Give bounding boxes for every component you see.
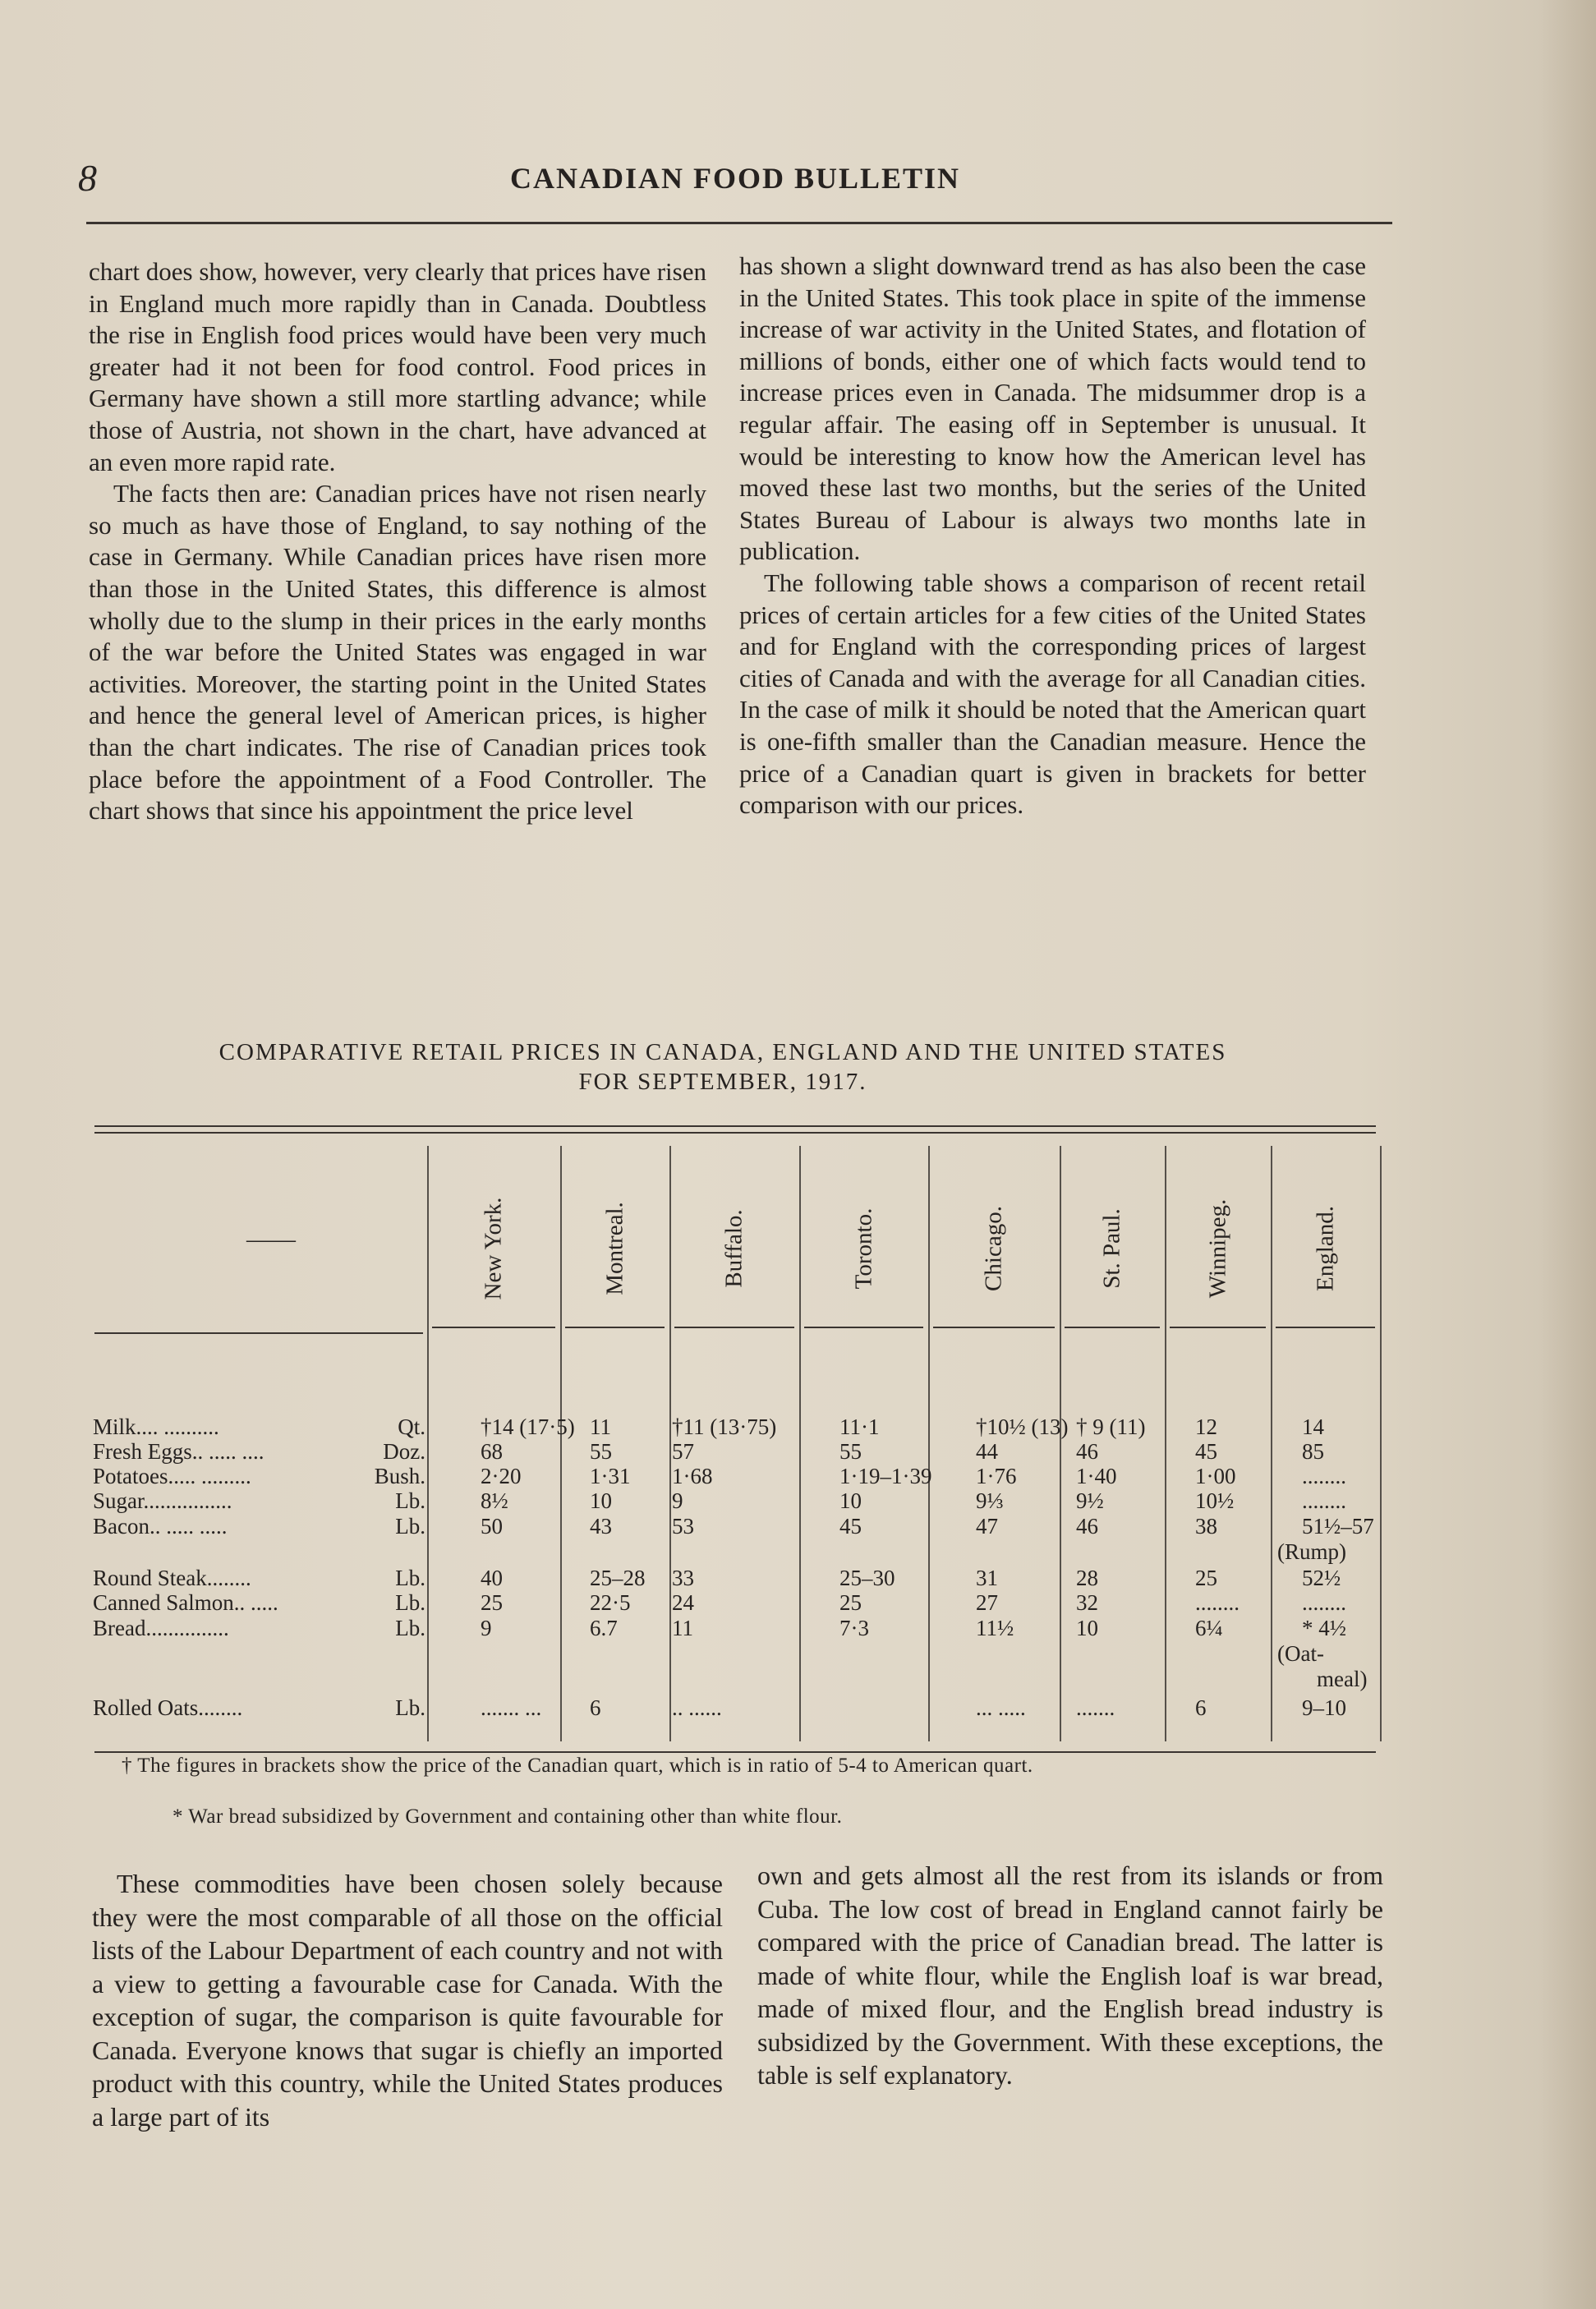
column-header-st-paul	[1096, 1208, 1129, 1289]
row-item-name	[93, 1464, 251, 1488]
table-cell: 55	[590, 1439, 612, 1464]
header-underline	[804, 1327, 923, 1328]
column-header-label: St. Paul.	[1098, 1208, 1125, 1289]
column-header-label: Chicago.	[980, 1206, 1007, 1291]
row-item: Potatoes	[93, 1464, 168, 1488]
table-cell: 52½	[1302, 1566, 1341, 1590]
table-cell: .. ......	[672, 1695, 722, 1720]
row-unit: Bush.	[374, 1464, 425, 1488]
table-cell: 9	[481, 1616, 492, 1640]
paragraph: chart does show, however, very clearly that prices have risen in England much more rapidly than in Canada. Doubtless the rise in English food prices would have been very much greater had it not been for food control. Food prices in Germany have shown a still more startling advance; while those of Austria, not shown in the chart, have advanced at an even more rapid rate.	[89, 257, 706, 476]
paragraph: The facts then are: Canadian prices have not risen nearly so much as have those of England, to say nothing of the case in Germany. While Canadian prices have risen more than those in the United States, this difference is almost wholly due to the slump in their prices in the early months of the war before the United States was engaged in war activities. Moreover, the starting point in the United States and hence the general level of American prices, is higher than the chart indicates. The rise of Canadian prices took place before the appointment of a Food Controller. The chart shows that since his appointment the price level	[89, 479, 706, 826]
table-cell: ....... ...	[481, 1695, 542, 1720]
column-bottom-right	[757, 1859, 1383, 2092]
row-unit: Lb.	[395, 1488, 425, 1513]
table-cell: 33	[672, 1566, 694, 1590]
column-header-chicago	[977, 1206, 1010, 1291]
header-underline	[1170, 1327, 1266, 1328]
table-cell: 47	[976, 1514, 998, 1539]
table-column-divider	[427, 1146, 429, 1741]
row-leader-dots: .... ..........	[136, 1414, 219, 1439]
table-cell: 31	[976, 1566, 998, 1590]
table-cell: 2·20	[481, 1464, 522, 1488]
column-header-label: Montreal.	[601, 1202, 628, 1295]
table-cell: 9	[672, 1488, 683, 1513]
table-cell: †14 (17·5)	[481, 1414, 575, 1439]
row-item-name	[93, 1566, 251, 1590]
paragraph: These commodities have been chosen solely because they were the most comparable of all those on the official lists of the Labour Department of each country and not with a view to getting a favourable case for Canada. With the exception of sugar, the comparison is quite favourable for Canada. Everyone knows that sugar is chiefly an imported product with this country, while the United States produces a large part of its	[92, 1869, 723, 2132]
row-leader-dots: .. ..... .....	[149, 1514, 228, 1539]
table-cell: 25	[839, 1590, 862, 1615]
running-title: CANADIAN FOOD BULLETIN	[509, 162, 961, 195]
column-header-montreal	[599, 1202, 632, 1295]
table-cell: ... .....	[976, 1695, 1026, 1720]
row-item: Milk	[93, 1414, 136, 1439]
column-header-toronto	[848, 1207, 881, 1290]
paragraph: The following table shows a comparison of recent retail prices of certain articles for a few cities of the United States and for England with the corresponding prices of largest cities of Canada and with the average for all Canadian cities. In the case of milk it should be noted that the American quart is one-fifth smaller than the Canadian measure. Hence the price of a Canadian quart is given in brackets for better comparison with our prices.	[739, 568, 1366, 820]
table-cell: 9⅓	[976, 1488, 1004, 1513]
table-cell: 6	[1195, 1695, 1207, 1720]
column-top-left	[89, 256, 706, 827]
table-column-divider	[1060, 1146, 1061, 1741]
table-cell-note: meal)	[1317, 1667, 1368, 1691]
header-underline	[94, 1332, 423, 1334]
row-item: Round Steak	[93, 1566, 207, 1590]
row-leader-dots: ................	[143, 1488, 232, 1513]
table-cell-note: (Rump)	[1277, 1539, 1346, 1564]
row-item: Sugar	[93, 1488, 144, 1513]
header-underline	[565, 1327, 665, 1328]
table-column-divider	[799, 1146, 801, 1741]
row-unit: Lb.	[395, 1616, 425, 1640]
header-underline	[432, 1327, 555, 1328]
table-cell: 11	[672, 1616, 693, 1640]
header-underline	[933, 1327, 1055, 1328]
table-cell: * 4½	[1302, 1616, 1346, 1640]
table-cell: 12	[1195, 1414, 1217, 1439]
table-cell: 25–28	[590, 1566, 646, 1590]
row-leader-dots: .. ..... ....	[191, 1439, 264, 1464]
table-cell: ........	[1195, 1590, 1240, 1615]
table-corner-label: ——	[246, 1226, 296, 1253]
row-leader-dots: ........	[206, 1566, 251, 1590]
table-cell: 46	[1076, 1439, 1098, 1464]
table-cell: ........	[1302, 1488, 1346, 1513]
row-item-name	[93, 1695, 242, 1720]
table-cell-note: (Oat-	[1277, 1641, 1324, 1666]
column-header-label: Toronto.	[850, 1207, 876, 1290]
row-item-name	[93, 1514, 227, 1539]
table-cell: 11·1	[839, 1414, 880, 1439]
column-header-label: New York.	[480, 1197, 507, 1300]
table-column-divider	[1165, 1146, 1166, 1741]
table-cell: †10½ (13)	[976, 1414, 1069, 1439]
row-leader-dots: ...............	[145, 1616, 229, 1640]
column-header-label: Buffalo.	[720, 1209, 747, 1288]
table-cell: 40	[481, 1566, 503, 1590]
table-cell: 32	[1076, 1590, 1098, 1615]
row-item-name	[93, 1414, 219, 1439]
table-cell: 8½	[481, 1488, 508, 1513]
column-header-england	[1309, 1206, 1342, 1291]
header-underline	[1276, 1327, 1375, 1328]
table-column-divider	[1271, 1146, 1272, 1741]
table-column-divider	[1380, 1146, 1382, 1741]
table-cell: 1·76	[976, 1464, 1017, 1488]
row-item: Bacon	[93, 1514, 149, 1539]
table-cell: 22·5	[590, 1590, 631, 1615]
row-item: Bread	[93, 1616, 146, 1640]
table-cell: 9–10	[1302, 1695, 1346, 1720]
table-cell: 25–30	[839, 1566, 895, 1590]
table-cell: 85	[1302, 1439, 1324, 1464]
table-cell: 38	[1195, 1514, 1217, 1539]
table-cell: 14	[1302, 1414, 1324, 1439]
table-cell: 1·68	[672, 1464, 713, 1488]
row-unit: Qt.	[398, 1414, 425, 1439]
row-leader-dots: ........	[198, 1695, 243, 1720]
table-cell: 6¼	[1195, 1616, 1223, 1640]
table-cell: † 9 (11)	[1076, 1414, 1146, 1439]
column-top-right	[739, 251, 1366, 821]
column-header-label: England.	[1312, 1206, 1338, 1291]
row-item-name	[93, 1488, 232, 1513]
table-cell: 68	[481, 1439, 503, 1464]
row-unit: Lb.	[395, 1590, 425, 1615]
row-leader-dots: ..... .........	[168, 1464, 251, 1488]
row-item-name	[93, 1590, 278, 1615]
table-cell: 1·40	[1076, 1464, 1117, 1488]
table-cell: 57	[672, 1439, 694, 1464]
header-underline	[1065, 1327, 1160, 1328]
table-cell: 43	[590, 1514, 612, 1539]
row-item: Fresh Eggs	[93, 1439, 192, 1464]
footnote-star: * War bread subsidized by Government and containing other than white flour.	[172, 1805, 843, 1828]
header-rule	[86, 222, 1392, 224]
page-header	[78, 156, 1392, 205]
page-edge-shadow	[1539, 0, 1596, 2309]
column-header-label: Winnipeg.	[1204, 1198, 1230, 1299]
table-cell: 55	[839, 1439, 862, 1464]
table-column-divider	[669, 1146, 671, 1741]
table-cell: 10	[839, 1488, 862, 1513]
row-item-name	[93, 1616, 229, 1640]
row-unit: Lb.	[395, 1695, 425, 1720]
table-cell: 10	[1076, 1616, 1098, 1640]
table-cell: 45	[839, 1514, 862, 1539]
table-top-rule-double	[94, 1132, 1376, 1134]
table-bottom-rule	[94, 1751, 1376, 1753]
table-top-rule	[94, 1125, 1376, 1127]
table-cell: 53	[672, 1514, 694, 1539]
table-title-line-2: FOR SEPTEMBER, 1917.	[578, 1069, 867, 1095]
header-underline	[674, 1327, 794, 1328]
row-leader-dots: .. .....	[233, 1590, 278, 1615]
row-unit: Lb.	[395, 1514, 425, 1539]
table-cell: 25	[481, 1590, 503, 1615]
table-cell: 45	[1195, 1439, 1217, 1464]
table-cell: 24	[672, 1590, 694, 1615]
table-cell: 50	[481, 1514, 503, 1539]
page-number: 8	[78, 157, 97, 199]
table-cell: 9½	[1076, 1488, 1104, 1513]
table-cell: 28	[1076, 1566, 1098, 1590]
column-bottom-left	[92, 1867, 723, 2133]
table-cell: 7·3	[839, 1616, 869, 1640]
table-cell: ........	[1302, 1464, 1346, 1488]
table-cell: 44	[976, 1439, 998, 1464]
row-unit: Lb.	[395, 1566, 425, 1590]
table-cell: 25	[1195, 1566, 1217, 1590]
column-header-new-york	[477, 1197, 510, 1300]
table-cell: 10½	[1195, 1488, 1235, 1513]
table-column-divider	[928, 1146, 930, 1741]
row-item-name	[93, 1439, 264, 1464]
table-cell: 11½	[976, 1616, 1014, 1640]
table-cell: 11	[590, 1414, 611, 1439]
table-cell: .......	[1076, 1695, 1115, 1720]
table-cell: 51½–57	[1302, 1514, 1374, 1539]
table-cell: †11 (13·75)	[672, 1414, 777, 1439]
table-cell: 46	[1076, 1514, 1098, 1539]
table-cell: 27	[976, 1590, 998, 1615]
table-column-divider	[560, 1146, 562, 1741]
table-cell: 1·19–1·39	[839, 1464, 932, 1488]
table-cell: 6.7	[590, 1616, 618, 1640]
table-title	[107, 1037, 1339, 1097]
footnote-dagger: † The figures in brackets show the price of the Canadian quart, which is in ratio of 5-4 to American quart.	[122, 1755, 1033, 1777]
table-cell: 10	[590, 1488, 612, 1513]
row-item: Rolled Oats	[93, 1695, 199, 1720]
table-cell: ........	[1302, 1590, 1346, 1615]
paragraph: own and gets almost all the rest from its islands or from Cuba. The low cost of bread in England cannot fairly be compared with the price of Canadian bread. The latter is made of white flour, while the English loaf is war bread, made of mixed flour, and the English bread industry is subsidized by the Government. With these exceptions, the table is self explanatory.	[757, 1861, 1383, 2090]
table-cell: 1·00	[1195, 1464, 1236, 1488]
paragraph: has shown a slight downward trend as has also been the case in the United States. This took place in spite of the immense increase of war activity in the United States, and flotation of millions of bonds, either one of which facts would tend to increase prices even in Canada. The midsummer drop is a regular affair. The easing off in September is unusual. It would be interesting to know how the American level has moved these last two months, but the series of the United States Bureau of Labour is always two months late in publication.	[739, 251, 1366, 566]
row-item: Canned Salmon	[93, 1590, 234, 1615]
column-header-winnipeg	[1202, 1198, 1235, 1299]
row-unit: Doz.	[383, 1439, 425, 1464]
table-cell: 1·31	[590, 1464, 631, 1488]
table-cell: 6	[590, 1695, 601, 1720]
table-title-line-1: COMPARATIVE RETAIL PRICES IN CANADA, ENGLAND AND THE UNITED STATES	[218, 1039, 1227, 1065]
column-header-buffalo	[718, 1209, 751, 1288]
